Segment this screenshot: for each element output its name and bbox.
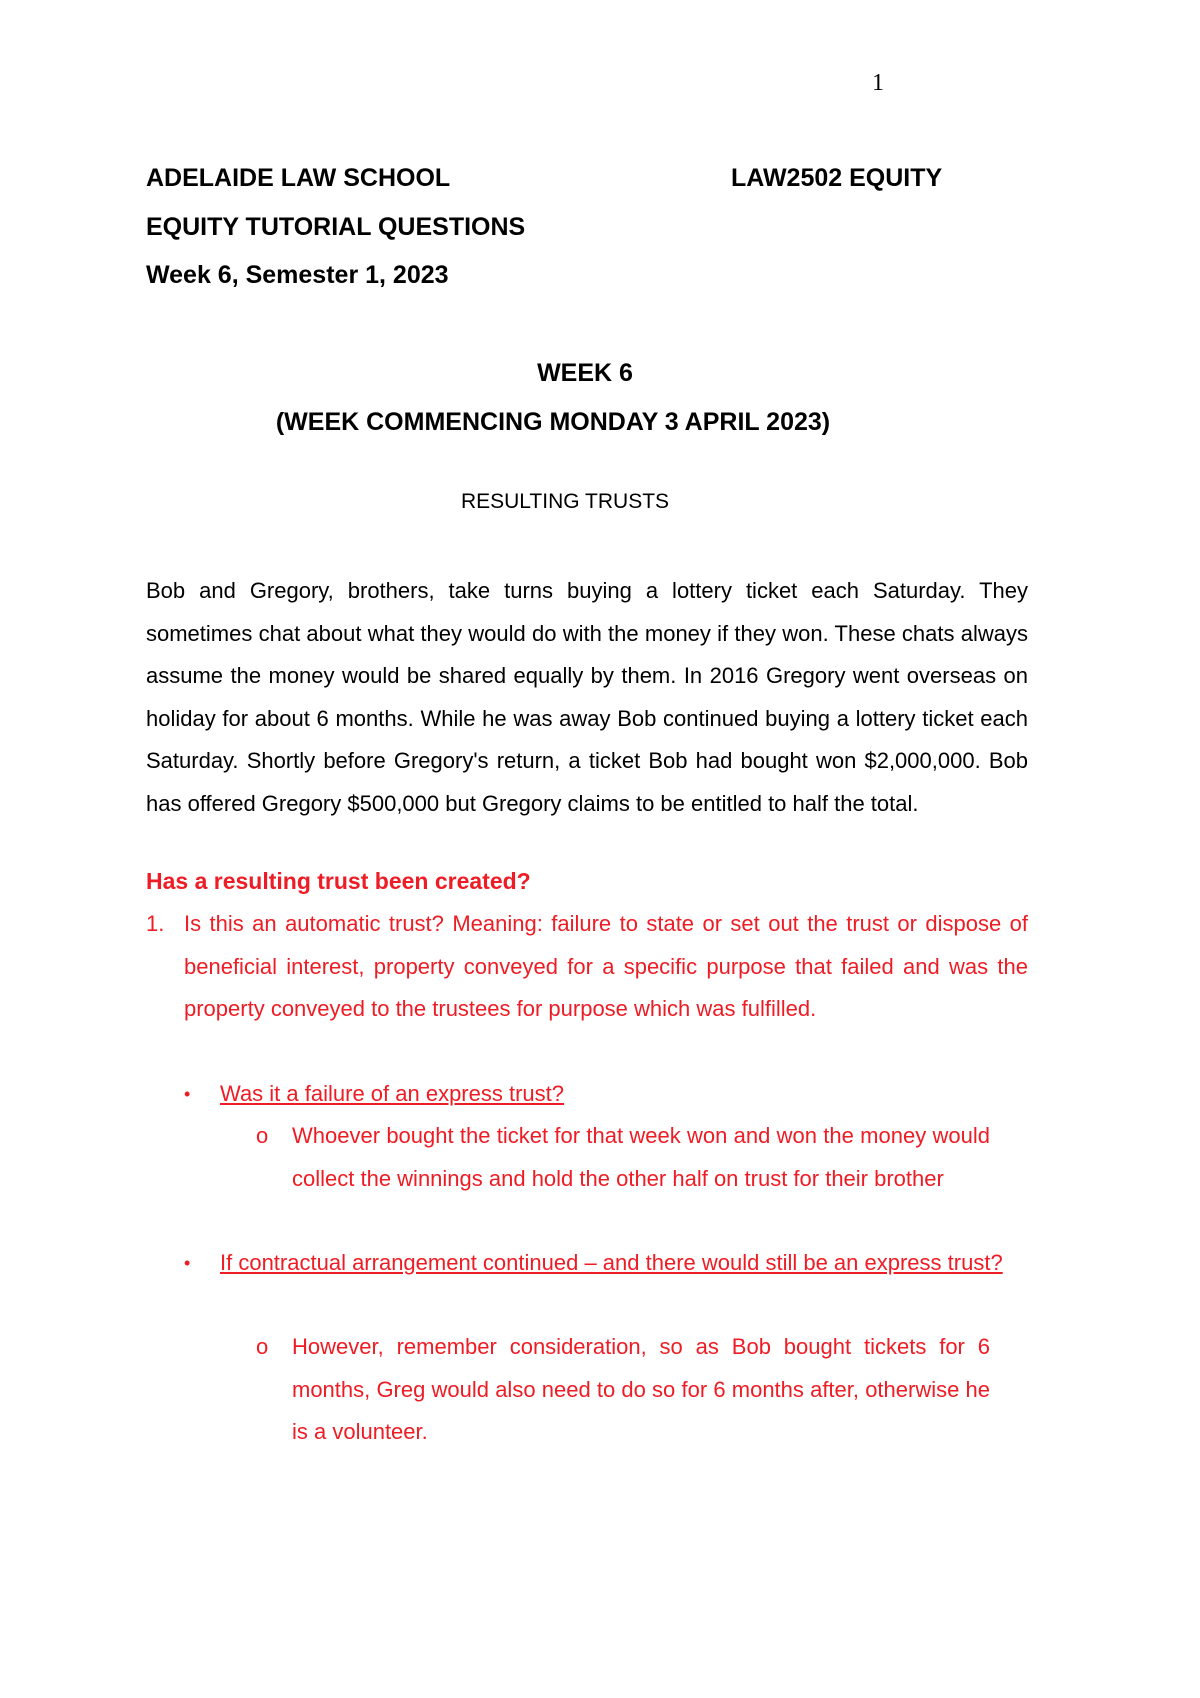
school-name: ADELAIDE LAW SCHOOL <box>146 164 451 192</box>
scenario-paragraph: Bob and Gregory, brothers, take turns buying a lottery ticket each Saturday. They sometimes chat about what they would do with the money if they won. These chats always assume the money would be shared equally by them. In 2016 Gregory went overseas on holiday for about 6 months. While he was away Bob continued buying a lottery ticket each Saturday. Shortly before Gregory's return, a ticket Bob had bought won $2,000,000. Bob has offered Gregory $500,000 but Gregory claims to be entitled to half the total. <box>146 578 1028 816</box>
topic-heading: RESULTING TRUSTS <box>460 490 670 513</box>
bullet-icon: • <box>184 1084 191 1104</box>
bullet-text: Was it a failure of an express trust? <box>220 1081 564 1106</box>
course-code: LAW2502 EQUITY <box>731 164 943 192</box>
sub-bullet-icon: o <box>256 1334 269 1359</box>
answer-text: Is this an automatic trust? Meaning: failure to state or set out the trust or dispose of beneficial interest, property conveyed for a specific purpose that failed and was the property conveyed to the trustees for purpose which was fulfilled. <box>184 911 1028 1021</box>
sub-bullet-icon: o <box>256 1123 269 1148</box>
sub-bullet-text: Whoever bought the ticket for that week won and won the money would collect the winnings and hold the other half on trust for their brother <box>292 1123 990 1191</box>
week-commencing: (WEEK COMMENCING MONDAY 3 APRIL 2023) <box>275 408 831 436</box>
sub-bullet-text: However, remember consideration, so as Bob bought tickets for 6 months, Greg would also need to do so for 6 months after, otherwise he is a volunteer. <box>292 1334 990 1444</box>
document-subtitle: EQUITY TUTORIAL QUESTIONS <box>146 213 526 241</box>
bullet-text: If contractual arrangement continued – and there would still be an express trust? <box>220 1250 1003 1275</box>
week-title: WEEK 6 <box>537 359 633 387</box>
bullet-icon: • <box>184 1253 191 1273</box>
page-number: 1 <box>872 70 884 96</box>
answer-number: 1. <box>146 911 165 936</box>
term-line: Week 6, Semester 1, 2023 <box>146 261 449 289</box>
question-heading: Has a resulting trust been created? <box>146 868 531 894</box>
